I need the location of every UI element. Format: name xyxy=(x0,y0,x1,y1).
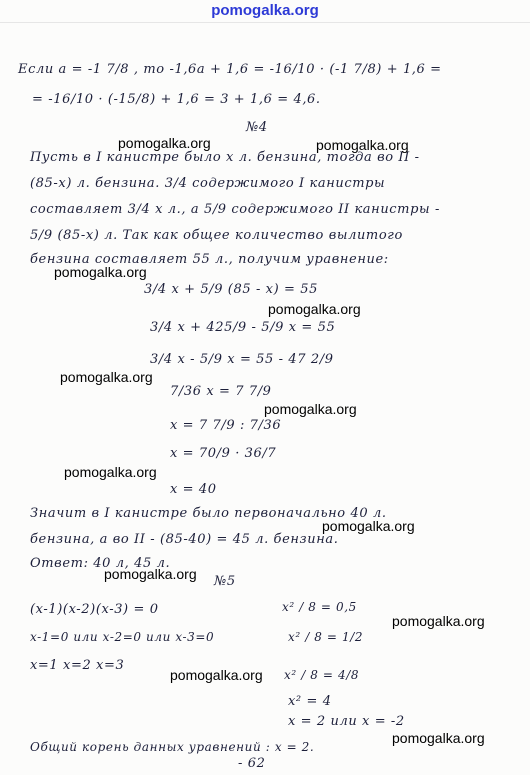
equation-4: 7/36 x = 7 7/9 xyxy=(170,384,272,399)
watermark: pomogalka.org xyxy=(268,301,361,317)
header-divider xyxy=(0,22,530,23)
watermark: pomogalka.org xyxy=(264,401,357,417)
line-6: 5/9 (85-x) л. Так как общее количество вылитого xyxy=(30,228,403,243)
watermark: pomogalka.org xyxy=(118,135,211,151)
site-title: pomogalka.org xyxy=(211,2,319,19)
eq5-right-1: x² / 8 = 0,5 xyxy=(282,600,357,614)
task-number-5: №5 xyxy=(214,574,236,589)
page-number: - 62 xyxy=(238,756,266,771)
equation-2: 3/4 x + 425/9 - 5/9 x = 55 xyxy=(150,320,336,335)
watermark: pomogalka.org xyxy=(104,566,197,582)
watermark: pomogalka.org xyxy=(54,264,147,280)
eq5-right-3: x² / 8 = 4/8 xyxy=(284,668,360,682)
task-number-4: №4 xyxy=(246,120,268,135)
final-line: Общий корень данных уравнений : x = 2. xyxy=(30,740,315,754)
watermark: pomogalka.org xyxy=(170,667,263,683)
line-5: составляет 3/4 x л., а 5/9 содержимого II канистры - xyxy=(30,202,440,217)
watermark: pomogalka.org xyxy=(322,518,415,534)
conclusion-2: бензина, а во II - (85-40) = 45 л. бензина. xyxy=(30,532,339,547)
eq5-right-2: x² / 8 = 1/2 xyxy=(288,630,364,644)
watermark: pomogalka.org xyxy=(392,613,485,629)
answer: Ответ: 40 л, 45 л. xyxy=(30,556,171,571)
line-3: Пусть в I канистре было x л. бензина, тогда во II - xyxy=(30,150,420,165)
equation-1: 3/4 x + 5/9 (85 - x) = 55 xyxy=(144,282,318,297)
conclusion-1: Значит в I канистре было первоначально 40 л. xyxy=(30,506,387,521)
line-2: = -16/10 · (-15/8) + 1,6 = 3 + 1,6 = 4,6. xyxy=(32,92,321,107)
line-1: Если a = -1 7/8 , то -1,6a + 1,6 = -16/10 · (-1 7/8) + 1,6 = xyxy=(18,62,442,77)
line-4: (85-x) л. бензина. 3/4 содержимого I канистры xyxy=(30,176,386,191)
eq5-left-2: x-1=0 или x-2=0 или x-3=0 xyxy=(30,630,215,644)
equation-3: 3/4 x - 5/9 x = 55 - 47 2/9 xyxy=(150,352,334,367)
equation-6: x = 70/9 · 36/7 xyxy=(170,446,277,461)
equation-7: x = 40 xyxy=(170,482,217,497)
equation-5: x = 7 7/9 : 7/36 xyxy=(170,418,282,433)
eq5-left-1: (x-1)(x-2)(x-3) = 0 xyxy=(30,602,159,617)
watermark: pomogalka.org xyxy=(316,137,409,153)
watermark: pomogalka.org xyxy=(60,369,153,385)
eq5-left-3: x=1 x=2 x=3 xyxy=(30,658,125,673)
watermark: pomogalka.org xyxy=(64,464,157,480)
eq5-right-4: x² = 4 xyxy=(288,694,332,709)
eq5-right-5: x = 2 или x = -2 xyxy=(288,714,405,729)
watermark: pomogalka.org xyxy=(392,730,485,746)
line-7: бензина составляет 55 л., получим уравнение: xyxy=(30,252,389,267)
